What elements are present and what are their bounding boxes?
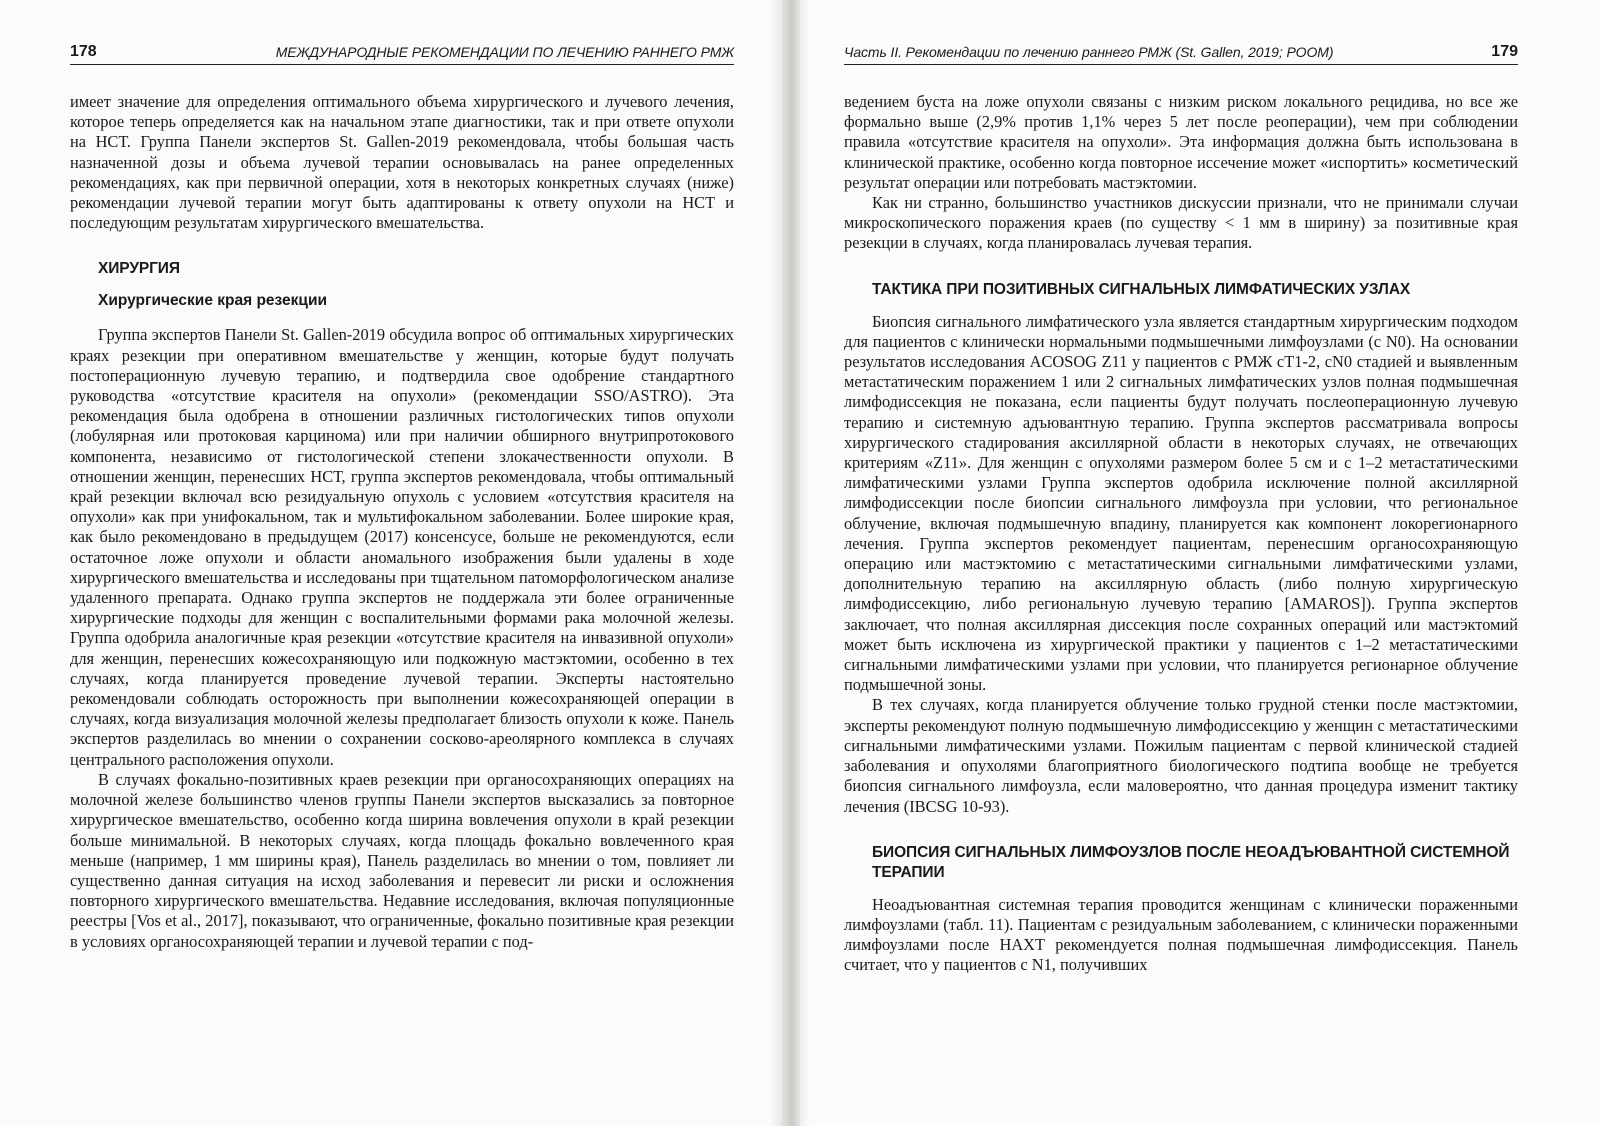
section-heading-surgery: ХИРУРГИЯ (98, 260, 180, 278)
section-heading-tactics: ТАКТИКА ПРИ ПОЗИТИВНЫХ СИГНАЛЬНЫХ ЛИМФАТИЧЕСКИХ УЗЛАХ (872, 280, 1411, 298)
paragraph-chestwall: В тех случаях, когда планируется облучение только грудной стенки после мастэктомии, эксперты рекомендуют полную подмышечную лимфодиссекцию у женщин с метастатическими сигнальными лимфатическими узлами. Пожилым пациентам с первой клинической стадией заболевания и опухолями благоприятного биологического подтипа вообще не требуется биопсия сигнального лимфоузла, если маловероятно, что данная процедура изменит тактику лечения (IBCSG 10-93). (844, 695, 1518, 816)
left-running-head (70, 38, 734, 65)
left-page (0, 0, 782, 1126)
right-body (844, 92, 1518, 976)
left-page-number: 178 (70, 43, 97, 60)
paragraph-focal: В случаях фокально-позитивных краев резекции при органосохраняющих операциях на молочной железе большинство членов группы Панели экспертов высказались за повторное хирургическое вмешательство, особенно когда ширина вовлечения опухоли в край резекции больше минимальной. В некоторых случаях, когда площадь фокально вовлеченного края меньше (например, 1 мм ширины края), Панель разделилась во мнении о том, повлияет ли существенно данная ситуация на исход заболевания и перевесит ли риски и осложнения повторного хирургического вмешательства. Недавние исследования, включая популяционные реестры [Vos et al., 2017], показывают, что ограниченные, фокально позитивные края резекции в условиях органосохраняющей терапии и лучевой терапии с под- (70, 769, 734, 951)
right-page (800, 0, 1600, 1126)
right-page-number: 179 (1491, 43, 1518, 60)
book-gutter-shadow (770, 0, 810, 1126)
left-running-title: МЕЖДУНАРОДНЫЕ РЕКОМЕНДАЦИИ ПО ЛЕЧЕНИЮ РАННЕГО РМЖ (275, 44, 734, 60)
paragraph-margins: Группа экспертов Панели St. Gallen-2019 обсудила вопрос об оптимальных хирургических краях резекции при оперативном вмешательстве у женщин, которые будут получать постоперационную лучевую терапию, и подтвердила свое одобрение стандартного руководства «отсутствие красителя на опухоли» (рекомендации SSO/ASTRO). Эта рекомендация была одобрена в отношении различных гистологических типов опухоли (лобулярная или протоковая карцинома) или при наличии обширного внутрипротокового компонента, независимо от гистологической степени злокачественности опухоли. В отношении женщин, перенесших НСТ, группа экспертов рекомендовала, чтобы оптимальный край резекции включал всю резидуальную опухоль с условием «отсутствия красителя на опухоли» как при унифокальном, так и мультифокальном заболевании. Более широкие края, как было рекомендовано в предыдущем (2017) консенсусе, больше не рекомендуются, если остаточное ложе опухоли и области аномального изображения были удалены в ходе хирургического вмешательства и исследованы при тщательном патоморфологическом анализе удаленного препарата. Однако группа экспертов не поддержала эти более ограниченные хирургические подходы для женщин с воспалительными формами рака молочной железы. Группа одобрила аналогичные края резекции «отсутствие красителя на инвазивной опухоли» для женщин, перенесших кожесохраняющую или подкожную мастэктомии, особенно в тех случаях, когда планируется проведение лучевой терапии. Эксперты настоятельно рекомендовали соблюдать осторожность при выполнении кожесохраняющей операции в случаях, когда визуализация молочной железы предполагает близость опухоли к коже. Панель экспертов разделилась во мнении о сохранении сосково-ареолярного комплекса в случаях центрального расположения опухоли. (70, 325, 734, 769)
right-running-head (844, 38, 1518, 65)
section-heading-sentinel: БИОПСИЯ СИГНАЛЬНЫХ ЛИМФОУЗЛОВ ПОСЛЕ НЕОАДЪЮВАНТНОЙ СИСТЕМНОЙ ТЕРАПИИ (872, 843, 1510, 881)
paragraph-neoadjuvant: Неоадъювантная системная терапия проводится женщинам с клинически пораженными лимфоузлами (табл. 11). Пациентам с резидуальным заболеванием, с клинически пораженными лимфоузлами после НАХТ рекомендуется полная подмышечная лимфодиссекция. Панель считает, что у пациентов с N1, получивших (844, 894, 1518, 975)
paragraph-strange: Как ни странно, большинство участников дискуссии признали, что не принимали случаи микроскопического поражения краев (по существу < 1 мм в ширину) за позитивные края резекции в случаях, когда планировалась лучевая терапия. (844, 193, 1518, 253)
paragraph-intro: имеет значение для определения оптимального объема хирургического и лучевого лечения, которое теперь определяется как на начальном этапе диагностики, так и при ответе опухоли на НСТ. Группа Панели экспертов St. Gallen-2019 рекомендовала, чтобы большая часть назначенной дозы и объема лучевой терапии основывалась на ранее определенных рекомендациях, как при первичной операции, хотя в некоторых конкретных случаях (ниже) рекомендации лучевой терапии могут быть адаптированы к ответу опухоли на НСТ и последующим результатам хирургического вмешательства. (70, 92, 734, 233)
left-body (70, 92, 734, 952)
paragraph-biopsy: Биопсия сигнального лимфатического узла является стандартным хирургическим подходом для пациентов с клинически нормальными подмышечными лимфоузлами (с N0). На основании результатов исследования ACOSOG Z11 у пациентов с РМЖ сТ1-2, cN0 стадией и выявленным метастатическим поражением 1 или 2 сигнальных лимфатических узлов полная подмышечная лимфодиссекция не показана, если пациенты будут получать послеоперационную лучевую терапию и системную адъювантную терапию. Группа экспертов рассматривала вопросы хирургического стадирования аксиллярной области в некоторых случаях, не отвечающих критериям «Z11». Для женщин с опухолями размером более 5 см и с 1–2 метастатическими лимфатическими узлами Группа экспертов одобрила исключение полной аксиллярной лимфодиссекции после биопсии сигнального лимфоузла при условии, что региональное облучение, включая подмышечную впадину, планируется как компонент локорегионарного лечения. Группа экспертов рекомендует пациентам, перенесшим органосохраняющую операцию или мастэктомию с метастатическими сигнальными лимфатическими узлами, дополнительную терапию на аксиллярную область (либо полную хирургическую лимфодиссекцию, либо региональную лучевую терапию [AMAROS]). Группа экспертов заключает, что полная аксиллярная диссекция после сохранных операций или мастэктомий может быть исключена из хирургической практики у пациентов с 1–2 метастатическими сигнальными лимфатическими узлами при условии, что планируется регионарное облучение подмышечной зоны. (844, 311, 1518, 695)
right-running-title: Часть II. Рекомендации по лечению раннего РМЖ (St. Gallen, 2019; РООМ) (844, 44, 1334, 60)
subsection-heading-margins: Хирургические края резекции (98, 292, 327, 310)
paragraph-continuation: ведением буста на ложе опухоли связаны с низким риском локального рецидива, но все же формально выше (2,9% против 1,1% через 5 лет после реоперации), чем при соблюдении правила «отсутствие красителя на опухоли». Эта информация должна быть использована в клинической практике, особенно когда повторное иссечение может «испортить» косметический результат операции или потребовать мастэктомии. (844, 92, 1518, 192)
